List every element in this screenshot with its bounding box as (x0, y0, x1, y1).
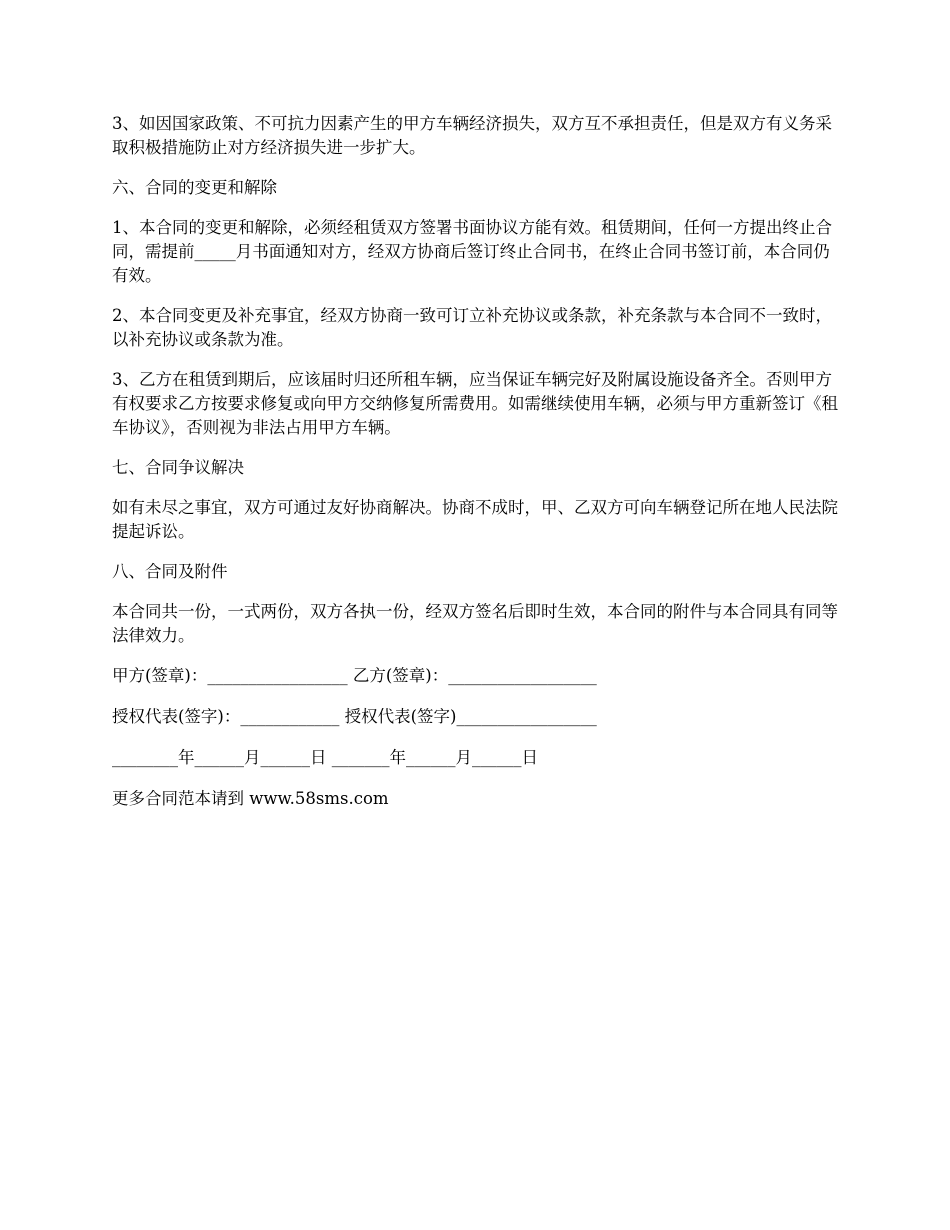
section-6-heading: 六、合同的变更和解除 (112, 178, 277, 197)
party-signature-line: 甲方(签章)：_________________ 乙方(签章)：__________________ (112, 666, 597, 685)
clause-6-2: 2、本合同变更及补充事宜，经双方协商一致可订立补充协议或条款，补充条款与本合同不一致时，以补充协议或条款为准。 (112, 306, 832, 349)
clause-6-1: 1、本合同的变更和解除，必须经租赁双方签署书面协议方能有效。租赁期间，任何一方提出终止合同，需提前_____月书面通知对方，经双方协商后签订终止合同书，在终止合同书签订前，本合同仍有效。 (112, 218, 832, 285)
section-8-heading: 八、合同及附件 (112, 562, 228, 581)
clause-8: 本合同共一份，一式两份，双方各执一份，经双方签名后即时生效，本合同的附件与本合同具有同等法律效力。 (112, 602, 838, 645)
date-line: ________年______月______日 _______年______月______日 (112, 748, 538, 767)
clause-7: 如有未尽之事宜，双方可通过友好协商解决。协商不成时，甲、乙双方可向车辆登记所在地人民法院提起诉讼。 (112, 498, 838, 541)
clause-5-3: 3、如因国家政策、不可抗力因素产生的甲方车辆经济损失，双方互不承担责任，但是双方有义务采取积极措施防止对方经济损失进一步扩大。 (112, 114, 832, 157)
footer-link-text: 更多合同范本请到 www.58sms.com (112, 789, 389, 808)
clause-6-3: 3、乙方在租赁到期后，应该届时归还所租车辆，应当保证车辆完好及附属设施设备齐全。否则甲方有权要求乙方按要求修复或向甲方交纳修复所需费用。如需继续使用车辆，必须与甲方重新签订《租车协议》，否则视为非法占用甲方车辆。 (112, 370, 838, 437)
contract-page (112, 112, 842, 828)
representative-signature-line: 授权代表(签字)：____________ 授权代表(签字)_________________ (112, 707, 597, 726)
section-7-heading: 七、合同争议解决 (112, 458, 244, 477)
